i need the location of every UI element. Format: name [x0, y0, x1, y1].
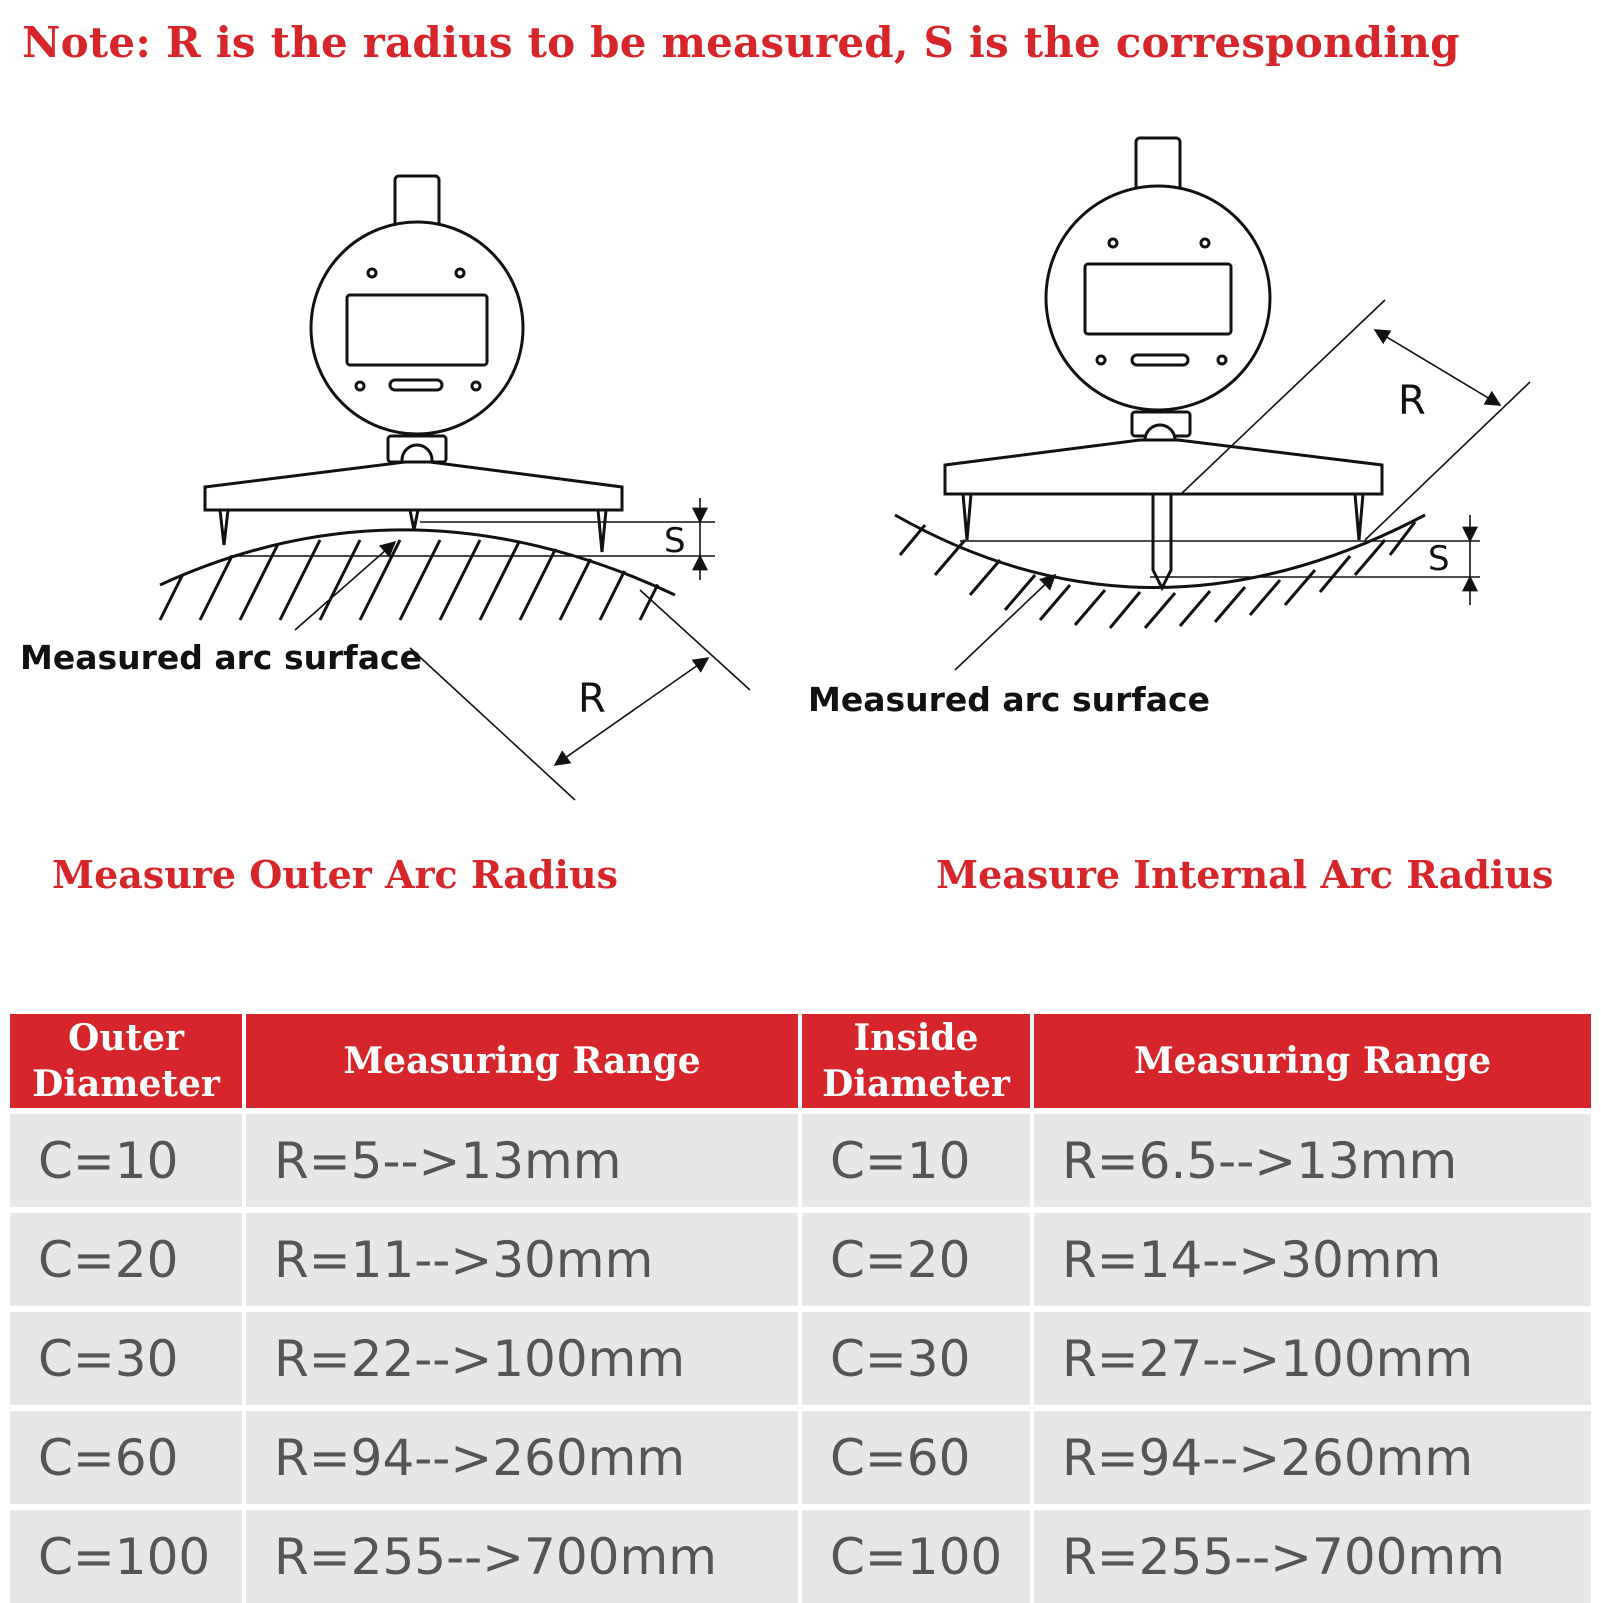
table-cell: C=60 — [10, 1405, 242, 1504]
note-text: Note: R is the radius to be measured, S is the corresponding — [22, 18, 1460, 67]
table-cell: C=60 — [802, 1405, 1030, 1504]
table-cell: C=30 — [802, 1306, 1030, 1405]
outer-surface-label: Measured arc surface — [20, 638, 422, 677]
table-cell: R=6.5-->13mm — [1034, 1108, 1591, 1207]
table-cell: R=11-->30mm — [246, 1207, 798, 1306]
table-cell: R=27-->100mm — [1034, 1306, 1591, 1405]
header-outer-diameter: Outer Diameter — [10, 1014, 242, 1108]
outer-arc-gauge — [205, 176, 622, 552]
table-row — [10, 1405, 1591, 1504]
header-inside-diameter: Inside Diameter — [802, 1014, 1030, 1108]
table-cell: R=14-->30mm — [1034, 1207, 1591, 1306]
internal-arc-gauge — [945, 138, 1382, 588]
table-row — [10, 1108, 1591, 1207]
internal-surface-label: Measured arc surface — [808, 680, 1210, 719]
table-cell: C=10 — [802, 1108, 1030, 1207]
table-cell: C=20 — [802, 1207, 1030, 1306]
table-cell: R=5-->13mm — [246, 1108, 798, 1207]
table-row — [10, 1306, 1591, 1405]
table-cell: R=255-->700mm — [246, 1504, 798, 1603]
table-row — [10, 1207, 1591, 1306]
table-cell: R=94-->260mm — [246, 1405, 798, 1504]
table-row — [10, 1504, 1591, 1603]
internal-arc-caption: Measure Internal Arc Radius — [936, 852, 1554, 897]
table-header-row — [10, 1014, 1591, 1108]
outer-r-label: R — [578, 676, 606, 722]
table-cell: C=100 — [10, 1504, 242, 1603]
table-cell: C=20 — [10, 1207, 242, 1306]
table-cell: C=10 — [10, 1108, 242, 1207]
internal-s-label: S — [1428, 539, 1450, 579]
outer-s-label: S — [664, 521, 686, 561]
internal-r-label: R — [1398, 378, 1426, 424]
table-cell: R=255-->700mm — [1034, 1504, 1591, 1603]
table-cell: R=22-->100mm — [246, 1306, 798, 1405]
measuring-range-table — [6, 1014, 1595, 1603]
table-cell: C=30 — [10, 1306, 242, 1405]
outer-arc-caption: Measure Outer Arc Radius — [52, 852, 618, 897]
table-cell: C=100 — [802, 1504, 1030, 1603]
header-measuring-range: Measuring Range — [1034, 1014, 1591, 1108]
table-cell: R=94-->260mm — [1034, 1405, 1591, 1504]
header-measuring-range: Measuring Range — [246, 1014, 798, 1108]
